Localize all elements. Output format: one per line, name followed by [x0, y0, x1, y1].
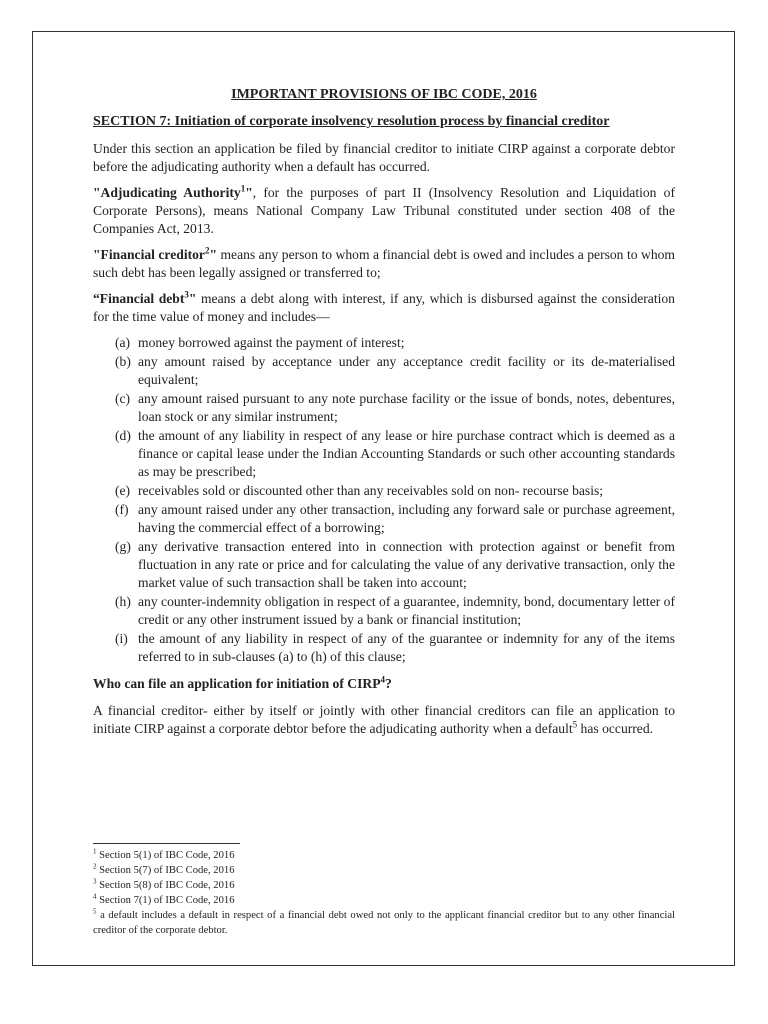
footnote: $^1$ Section 5(1) of IBC Code, 2016 — [93, 847, 235, 861]
clause-text: any counter-indemnity obligation in respect of a guarantee, indemnity, bond, documentary letter of credit or any other instrument issued by a bank or financial institution; — [138, 594, 675, 627]
clause-text: any amount raised by acceptance under any acceptance credit facility or its de-materialised equivalent; — [138, 354, 675, 387]
footnotes — [93, 848, 675, 938]
definition-text: means a debt along with interest, if any, which is disbursed against the consideration for the time value of money and includes— — [93, 291, 675, 324]
clause-mark: (c) — [115, 391, 131, 406]
definition-term: “Financial debt$^3$" — [93, 289, 197, 306]
clause-text: money borrowed against the payment of interest; — [138, 335, 405, 350]
footnote-ref: 5 — [572, 719, 578, 730]
section-heading: SECTION 7: Initiation of corporate insolvency resolution process by financial creditor — [93, 114, 610, 129]
clause-mark: (a) — [115, 335, 131, 350]
footnote-ref: 2 — [204, 245, 210, 256]
question-heading: Who can file an application for initiation of CIRP$^4$? — [93, 674, 392, 691]
clause-item — [93, 501, 675, 537]
clause-item — [93, 427, 675, 481]
footnote-ref: 1 — [240, 183, 246, 194]
document-title: IMPORTANT PROVISIONS OF IBC CODE, 2016 — [231, 87, 537, 102]
definition-term: "Adjudicating Authority$^1$" — [93, 183, 253, 200]
clause-item — [93, 390, 675, 426]
footnote: $^3$ Section 5(8) of IBC Code, 2016 — [93, 877, 235, 891]
clause-mark: (b) — [115, 354, 131, 369]
clause-item — [93, 482, 675, 500]
clause-item — [93, 334, 675, 352]
clause-item — [93, 630, 675, 666]
definition-term: "Financial creditor$^2$" — [93, 245, 218, 262]
footnote: $^2$ Section 5(7) of IBC Code, 2016 — [93, 862, 235, 876]
clause-text: receivables sold or discounted other than any receivables sold on non- recourse basis; — [138, 483, 604, 498]
answer-paragraph: A financial creditor- either by itself or jointly with other financial creditors can file an application to initiate CIRP against a corporate debtor before the adjudicating authority when a default$^5$ has occurred. — [93, 703, 675, 736]
definition-text: means any person to whom a financial debt is owed and includes a person to whom such debt has been legally assigned or transferred to; — [93, 247, 675, 280]
definition-text: , for the purposes of part II (Insolvency Resolution and Liquidation of Corporate Persons), means National Company Law Tribunal constituted under section 408 of the Companies Act, 2013. — [93, 185, 675, 236]
clause-text: any amount raised under any other transaction, including any forward sale or purchase agreement, having the commercial effect of a borrowing; — [138, 502, 675, 535]
clause-item — [93, 593, 675, 629]
clause-list — [93, 334, 675, 666]
footnote-ref: 4 — [380, 674, 385, 685]
definition-adjudicating-authority — [93, 184, 675, 238]
clause-mark: (i) — [115, 631, 128, 646]
clause-item — [93, 353, 675, 389]
clause-text: the amount of any liability in respect of any lease or hire purchase contract which is deemed as a finance or capital lease under the Indian Accounting Standards or such other accounting standards as may be prescribed; — [138, 428, 675, 479]
footnote: $^4$ Section 7(1) of IBC Code, 2016 — [93, 892, 235, 906]
clause-item — [93, 538, 675, 592]
definition-financial-creditor — [93, 246, 675, 282]
clause-text: any amount raised pursuant to any note purchase facility or the issue of bonds, notes, debentures, loan stock or any similar instrument; — [138, 391, 675, 424]
clause-mark: (e) — [115, 483, 131, 498]
definition-financial-debt — [93, 290, 675, 326]
clause-text: the amount of any liability in respect of any of the guarantee or indemnity for any of the items referred to in sub-clauses (a) to (h) of this clause; — [138, 631, 675, 664]
clause-mark: (f) — [115, 502, 129, 517]
footnote-separator — [93, 843, 240, 844]
clause-mark: (d) — [115, 428, 131, 443]
clause-mark: (g) — [115, 539, 131, 554]
document-body — [93, 86, 675, 746]
clause-text: any derivative transaction entered into in connection with protection against or benefit from fluctuation in any rate or price and for calculating the value of any derivative transaction, only the market value of such transaction shall be taken into account; — [138, 539, 675, 590]
footnote-ref: 3 — [184, 289, 189, 300]
footnote: $^5$ a default includes a default in respect of a financial debt owed not only to the applicant financial creditor but to any other financial creditor of the corporate debtor. — [93, 907, 675, 936]
clause-mark: (h) — [115, 594, 131, 609]
intro-paragraph: Under this section an application be filed by financial creditor to initiate CIRP against a corporate debtor before the adjudicating authority when a default has occurred. — [93, 141, 675, 174]
